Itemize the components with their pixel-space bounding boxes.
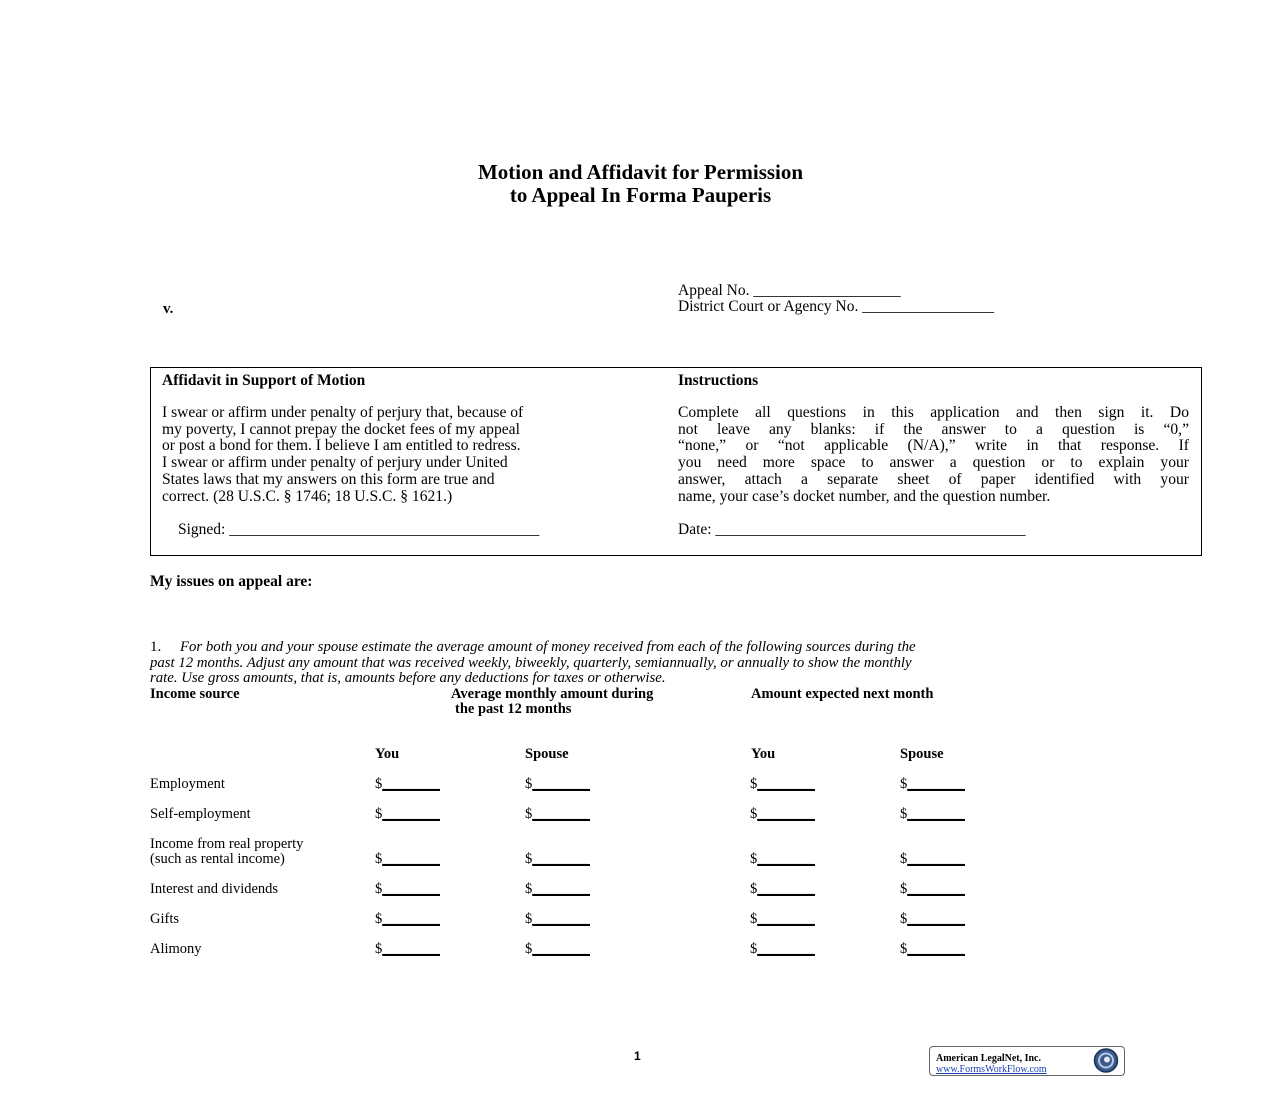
dollar-sign: $	[750, 776, 758, 792]
amount-blank[interactable]: _______	[757, 881, 815, 897]
instructions-line: you need more space to answer a question or to explain your	[678, 454, 1189, 472]
income-source-label: Gifts	[150, 911, 179, 927]
amount-field-you-expected[interactable]	[750, 881, 815, 898]
amount-blank[interactable]: _______	[382, 776, 440, 792]
district-court-number-field[interactable]: District Court or Agency No. _________________	[678, 298, 995, 315]
instructions-text	[678, 405, 1189, 505]
amount-blank[interactable]: _______	[382, 941, 440, 957]
amount-field-spouse-average[interactable]	[525, 806, 590, 823]
instructions-line: not leave any blanks: if the answer to a question is “0,”	[678, 420, 1189, 438]
affidavit-line: I swear or affirm under penalty of perjury that, because of	[162, 404, 524, 421]
amount-blank[interactable]: _______	[757, 851, 815, 867]
dollar-sign: $	[525, 851, 533, 867]
column-spouse-expected: Spouse	[900, 746, 944, 762]
amount-blank[interactable]: _______	[907, 911, 965, 927]
income-source-label-line-2: (such as rental income)	[150, 851, 285, 867]
amount-blank[interactable]: _______	[532, 851, 590, 867]
dollar-sign: $	[900, 911, 908, 927]
amount-blank[interactable]: _______	[757, 941, 815, 957]
dollar-sign: $	[375, 776, 383, 792]
amount-field-you-average[interactable]	[375, 851, 440, 868]
amount-field-spouse-average[interactable]	[525, 776, 590, 793]
question-1-line: rate. Use gross amounts, that is, amounts before any deductions for taxes or otherwise.	[150, 670, 666, 686]
amount-blank[interactable]: _______	[382, 881, 440, 897]
income-source-label: Self-employment	[150, 806, 251, 822]
instructions-line: Complete all questions in this application and then sign it. Do	[678, 404, 1189, 421]
dollar-sign: $	[525, 806, 533, 822]
column-spouse-average: Spouse	[525, 746, 569, 762]
amount-field-you-expected[interactable]	[750, 851, 815, 868]
dollar-sign: $	[750, 881, 758, 897]
amount-field-spouse-average[interactable]	[525, 851, 590, 868]
dollar-sign: $	[900, 776, 908, 792]
amount-field-you-expected[interactable]	[750, 776, 815, 793]
affidavit-line: I swear or affirm under penalty of perjury under United	[162, 454, 508, 472]
affidavit-line: my poverty, I cannot prepay the docket fees of my appeal	[162, 420, 520, 438]
average-monthly-header-line-2: the past 12 months	[455, 701, 572, 717]
amount-blank[interactable]: _______	[382, 851, 440, 867]
affidavit-line: or post a bond for them. I believe I am entitled to redress.	[162, 437, 521, 455]
amount-field-spouse-average[interactable]	[525, 941, 590, 958]
amount-blank[interactable]: _______	[532, 941, 590, 957]
dollar-sign: $	[900, 851, 908, 867]
dollar-sign: $	[900, 881, 908, 897]
amount-field-spouse-average[interactable]	[525, 911, 590, 928]
issues-heading: My issues on appeal are:	[150, 573, 313, 590]
versus-label: v.	[163, 301, 174, 317]
logo-website-link[interactable]: www.FormsWorkFlow.com	[936, 1064, 1047, 1075]
amount-blank[interactable]: _______	[382, 806, 440, 822]
amount-field-you-average[interactable]	[375, 941, 440, 958]
dollar-sign: $	[900, 941, 908, 957]
amount-field-you-expected[interactable]	[750, 806, 815, 823]
amount-field-you-average[interactable]	[375, 911, 440, 928]
amount-blank[interactable]: _______	[757, 911, 815, 927]
amount-blank[interactable]: _______	[382, 911, 440, 927]
amount-blank[interactable]: _______	[907, 776, 965, 792]
dollar-sign: $	[375, 851, 383, 867]
dollar-sign: $	[375, 881, 383, 897]
amount-field-you-average[interactable]	[375, 806, 440, 823]
form-title-line-2: to Appeal In Forma Pauperis	[509, 183, 772, 207]
income-source-label: Employment	[150, 776, 225, 792]
amount-blank[interactable]: _______	[532, 776, 590, 792]
dollar-sign: $	[750, 941, 758, 957]
amount-blank[interactable]: _______	[907, 806, 965, 822]
instructions-line: name, your case’s docket number, and the question number.	[678, 487, 1051, 505]
amount-field-you-average[interactable]	[375, 881, 440, 898]
instructions-line: “none,” or “not applicable (N/A),” write in that response. If	[678, 437, 1189, 455]
dollar-sign: $	[525, 776, 533, 792]
affidavit-heading: Affidavit in Support of Motion	[162, 372, 366, 389]
dollar-sign: $	[750, 806, 758, 822]
amount-field-spouse-expected[interactable]	[900, 941, 965, 958]
amount-blank[interactable]: _______	[532, 881, 590, 897]
publisher-logo[interactable]	[929, 1046, 1125, 1076]
dollar-sign: $	[750, 851, 758, 867]
amount-field-you-expected[interactable]	[750, 911, 815, 928]
appeal-number-field[interactable]: Appeal No. ___________________	[678, 282, 901, 299]
dollar-sign: $	[900, 806, 908, 822]
affidavit-line: correct. (28 U.S.C. § 1746; 18 U.S.C. § 1621.)	[162, 487, 453, 505]
income-source-header: Income source	[150, 686, 240, 702]
form-title-line-1: Motion and Affidavit for Permission	[477, 160, 804, 184]
amount-blank[interactable]: _______	[532, 911, 590, 927]
date-field[interactable]: Date: ________________________________________	[678, 521, 1026, 538]
column-you-expected: You	[751, 746, 776, 762]
amount-field-spouse-expected[interactable]	[900, 776, 965, 793]
dollar-sign: $	[750, 911, 758, 927]
column-you-average: You	[375, 746, 400, 762]
dollar-sign: $	[525, 941, 533, 957]
dollar-sign: $	[525, 881, 533, 897]
amount-blank[interactable]: _______	[757, 776, 815, 792]
page-number: 1	[634, 1049, 641, 1063]
dollar-sign: $	[375, 941, 383, 957]
globe-icon	[1090, 1047, 1122, 1074]
amount-field-you-average[interactable]	[375, 776, 440, 793]
amount-field-spouse-expected[interactable]	[900, 911, 965, 928]
income-source-label: Interest and dividends	[150, 881, 279, 897]
amount-blank[interactable]: _______	[907, 881, 965, 897]
amount-field-spouse-expected[interactable]	[900, 881, 965, 898]
question-1-line: past 12 months. Adjust any amount that was received weekly, biweekly, quarterly, semiannually, or annually to show the monthly	[150, 654, 912, 671]
dollar-sign: $	[375, 806, 383, 822]
affidavit-line: States laws that my answers on this form are true and	[162, 470, 495, 488]
amount-blank[interactable]: _______	[907, 851, 965, 867]
affidavit-text	[162, 405, 652, 505]
amount-blank[interactable]: _______	[757, 806, 815, 822]
income-source-label: Income from real property	[150, 836, 304, 852]
question-number: 1.	[150, 639, 162, 655]
average-monthly-header: Average monthly amount during	[451, 686, 654, 702]
instructions-heading: Instructions	[678, 372, 759, 389]
expected-next-month-header: Amount expected next month	[751, 686, 934, 702]
logo-company-name: American LegalNet, Inc.	[936, 1053, 1041, 1064]
signature-field[interactable]: Signed: ________________________________________	[178, 521, 540, 538]
amount-field-you-expected[interactable]	[750, 941, 815, 958]
instructions-line: answer, attach a separate sheet of paper identified with your	[678, 470, 1189, 488]
amount-field-spouse-expected[interactable]	[900, 851, 965, 868]
income-source-label: Alimony	[150, 941, 202, 957]
question-1-line: For both you and your spouse estimate the average amount of money received from each of the following sources during the	[180, 639, 916, 655]
amount-field-spouse-average[interactable]	[525, 881, 590, 898]
amount-blank[interactable]: _______	[907, 941, 965, 957]
amount-blank[interactable]: _______	[532, 806, 590, 822]
dollar-sign: $	[525, 911, 533, 927]
amount-field-spouse-expected[interactable]	[900, 806, 965, 823]
dollar-sign: $	[375, 911, 383, 927]
